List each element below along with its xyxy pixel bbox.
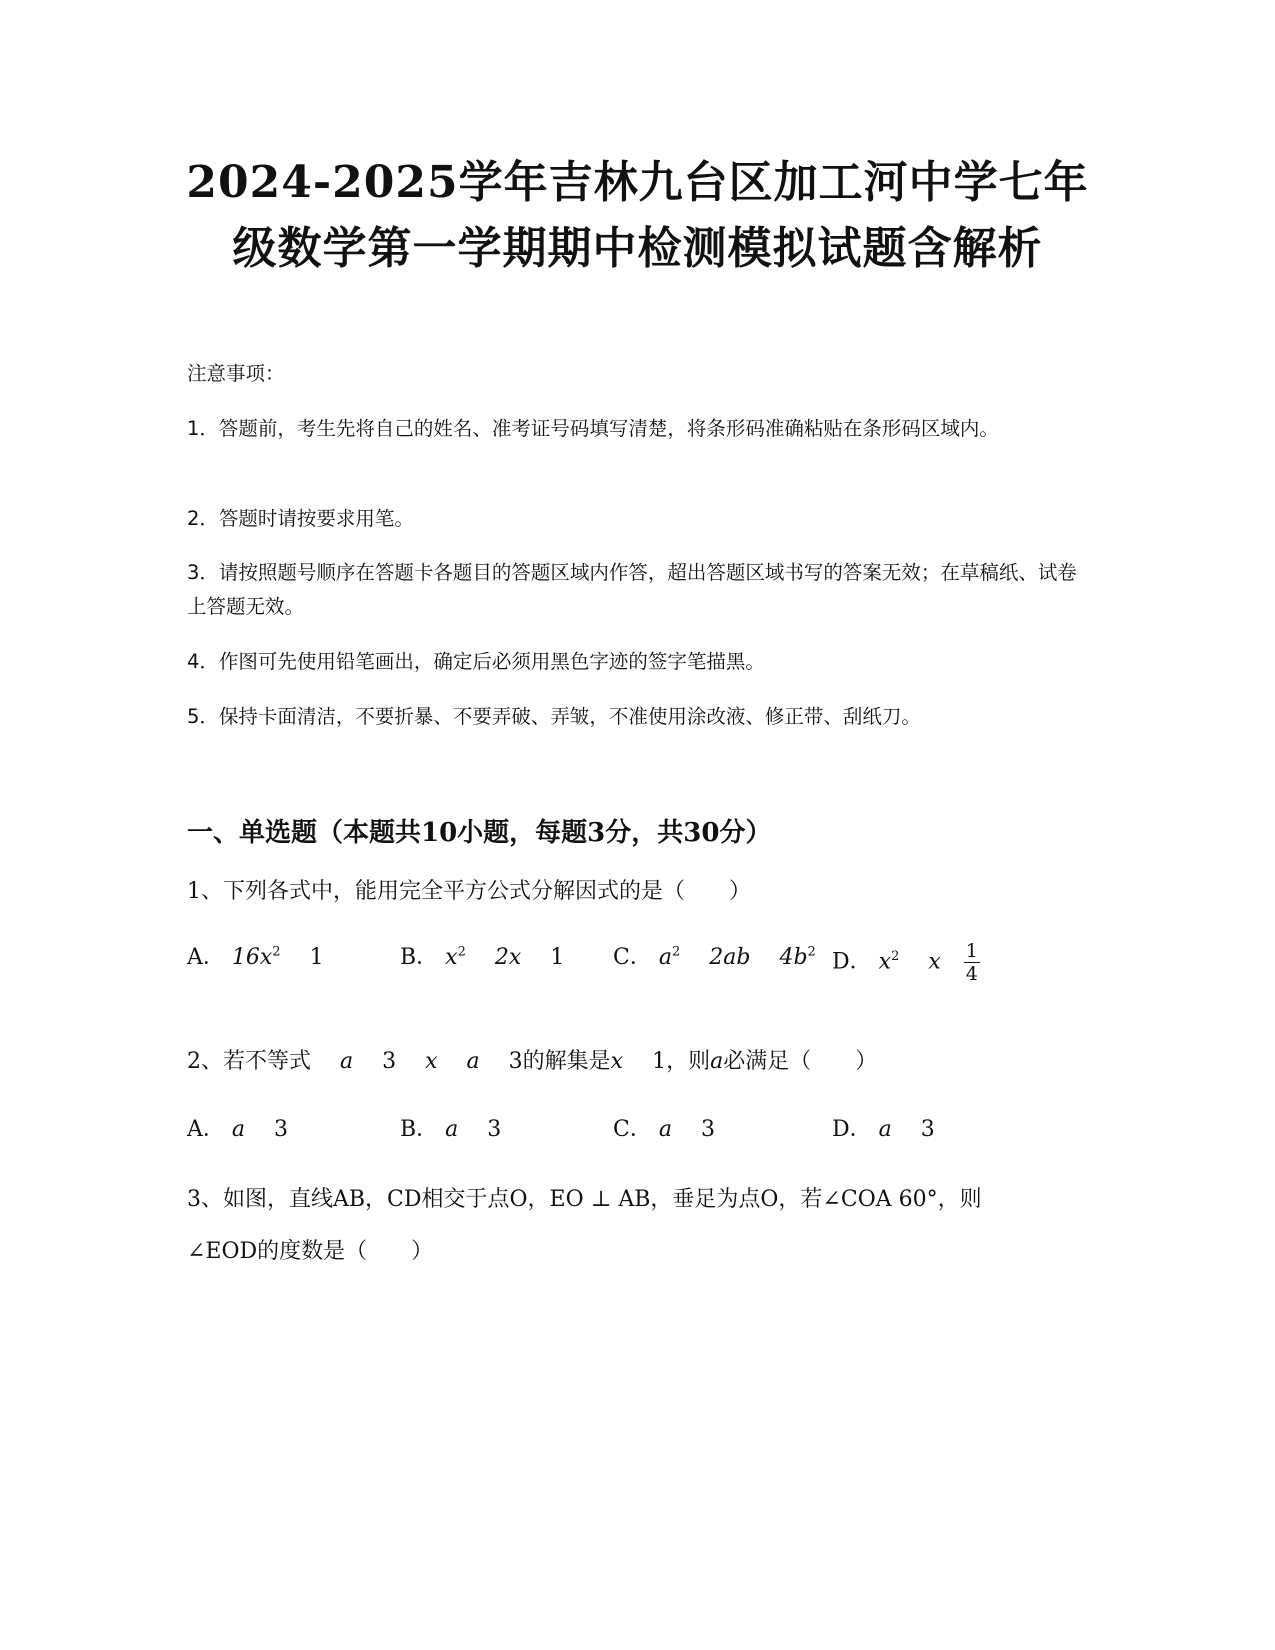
option-label: B． — [400, 1117, 439, 1142]
stem-text: 2、若不等式 — [187, 1049, 311, 1074]
stem-variable: x — [425, 1049, 438, 1074]
option-label: B． — [400, 945, 439, 970]
fraction-numerator: 1 — [965, 940, 978, 962]
question-1-stem: 1、下列各式中，能用完全平方公式分解因式的是（ ） — [187, 879, 751, 904]
document-title-line-1: 2024-2025学年吉林九台区加工河中学七年 — [186, 157, 1089, 208]
option-expression-part: 2ab — [709, 945, 751, 970]
stem-text: 必满足（ ） — [723, 1049, 878, 1074]
notice-item-5: 5．保持卡面清洁，不要折暴、不要弄破、弄皱，不准使用涂改液、修正带、刮纸刀。 — [187, 705, 921, 728]
option-label: C． — [613, 1117, 652, 1142]
notice-item-1: 1．答题前，考生先将自己的姓名、准考证号码填写清楚，将条形码准确粘贴在条形码区域内。 — [187, 417, 999, 440]
question-1-options — [187, 940, 1087, 1000]
option-value: 3 — [274, 1117, 289, 1142]
stem-text: 1，则 — [652, 1049, 711, 1074]
option-expression: a — [658, 945, 672, 970]
option-value: 3 — [487, 1117, 502, 1142]
option-label: A． — [187, 945, 225, 970]
option-variable: a — [658, 1117, 672, 1142]
question-3-stem-line-2: ∠EOD的度数是（ ） — [187, 1239, 434, 1264]
option-expression-part: 2x — [494, 945, 522, 970]
option-d — [832, 1112, 935, 1143]
option-b: B． $x^2$ 2x 1 — [400, 944, 565, 970]
stem-text: 3的解集是 — [508, 1049, 611, 1074]
notice-item-3: 3．请按照题号顺序在答题卡各题目的答题区域内作答，超出答题区域书写的答案无效；在草稿纸、试卷上答题无效。 — [187, 561, 1077, 618]
option-label: D． — [832, 1117, 872, 1142]
option-expression: 16x — [231, 945, 273, 970]
option-a: A． $16x^2$ 1 — [187, 944, 324, 970]
option-a — [187, 1112, 288, 1143]
option-expression-part: x — [928, 949, 941, 975]
option-variable: a — [445, 1117, 459, 1142]
option-expression-part: 1 — [309, 945, 324, 970]
question-2-options — [187, 1112, 1087, 1172]
option-label: C． — [613, 945, 652, 970]
notice-heading: 注意事项： — [187, 362, 285, 385]
option-b — [400, 1112, 501, 1143]
option-c: C． $a^2$ 2ab $4b^2$ — [613, 944, 816, 970]
stem-variable: x — [610, 1049, 624, 1074]
question-3-stem-line-1: 3、如图，直线AB，CD相交于点O，EO ⊥ AB，垂足为点O，若∠COA 60°，则 — [187, 1187, 982, 1212]
stem-variable: a — [340, 1049, 354, 1074]
option-c — [613, 1112, 715, 1143]
option-d: D． $x^2$ x $\frac{1}{4}$ — [832, 940, 978, 985]
option-variable: a — [878, 1117, 892, 1142]
section-heading: 一、单选题（本题共10小题，每题3分，共30分） — [187, 818, 772, 848]
notice-item-4: 4．作图可先使用铅笔画出，确定后必须用黑色字迹的签字笔描黑。 — [187, 650, 765, 673]
option-variable: a — [231, 1117, 246, 1142]
notice-item-2: 2．答题时请按要求用笔。 — [187, 507, 414, 530]
document-title-line-2: 级数学第一学期期中检测模拟试题含解析 — [232, 223, 1043, 274]
option-expression: x — [878, 949, 892, 975]
stem-number: 3 — [382, 1049, 397, 1074]
stem-variable: a — [710, 1049, 724, 1074]
option-value: 3 — [920, 1117, 935, 1142]
question-2-stem — [187, 1040, 1087, 1084]
stem-variable: a — [466, 1049, 480, 1074]
fraction-denominator: 4 — [965, 963, 978, 985]
option-value: 3 — [700, 1117, 715, 1142]
option-expression-tail: 4b — [779, 945, 808, 970]
option-expression: x — [445, 945, 458, 970]
fraction — [964, 940, 980, 985]
option-label: A． — [187, 1117, 225, 1142]
option-expression-tail: 1 — [550, 945, 565, 970]
option-label: D． — [832, 949, 872, 975]
